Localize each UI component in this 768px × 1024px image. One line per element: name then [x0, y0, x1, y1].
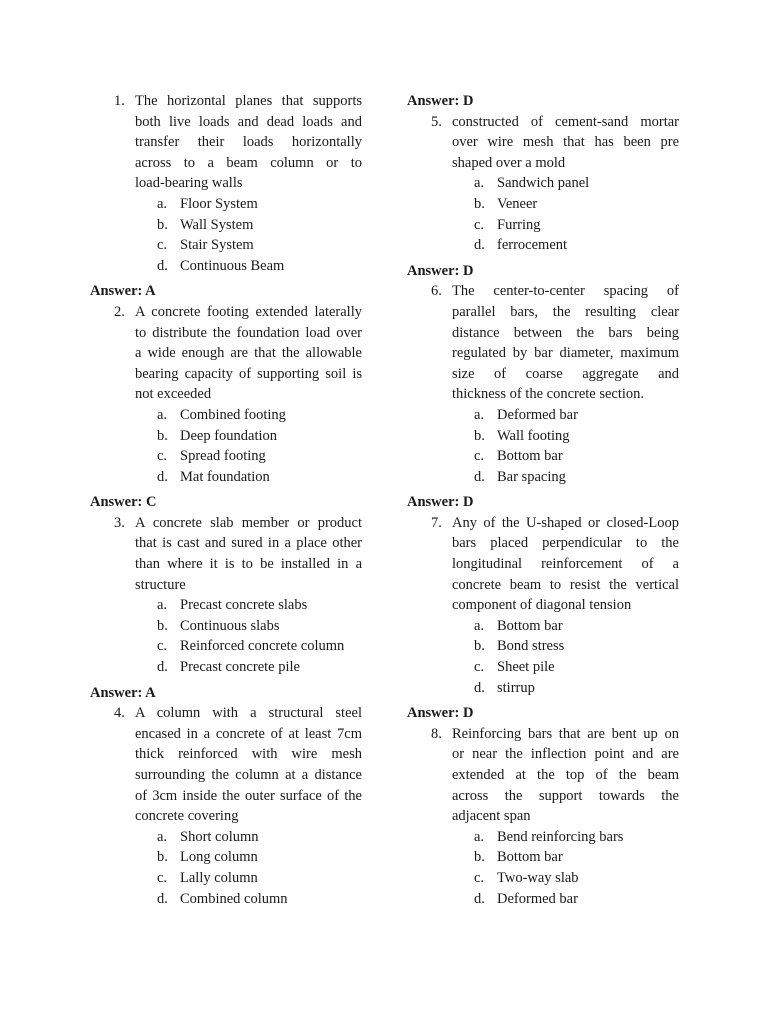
option-item [157, 847, 362, 868]
option-item [157, 868, 362, 889]
option-letter: c. [157, 869, 168, 886]
question-text-line: bearing capacity of supporting soil is [135, 365, 362, 382]
option-letter: d. [474, 237, 485, 254]
question-text-line: shaped over a mold [452, 154, 566, 171]
option-text: Continuous Beam [180, 257, 285, 274]
question-text-line: transfer their loads horizontally [135, 134, 362, 151]
option-letter: c. [157, 638, 168, 655]
right-column [407, 91, 678, 909]
option-item [157, 657, 362, 678]
question-text-line: across to a beam column or to [135, 154, 362, 171]
question-text-line: than where it is to be installed in a [135, 556, 362, 573]
question-block [90, 683, 362, 910]
answer-key: Answer: C [90, 494, 157, 511]
question-text-line: that is cast and sured in a place other [135, 535, 362, 552]
option-letter: c. [474, 659, 485, 676]
question-number: 4. [114, 705, 125, 722]
question-text [452, 112, 679, 174]
question-text-line: regulated by bar diameter, maximum [452, 345, 679, 362]
option-text: Two-way slab [497, 869, 579, 886]
option-text: Combined column [180, 890, 288, 907]
question-text-line: parallel bars, the resulting clear [452, 303, 679, 320]
question-text-line: The horizontal planes that supports [135, 93, 362, 109]
option-letter: d. [157, 659, 168, 676]
question-block [407, 91, 678, 256]
option-item [157, 405, 362, 426]
option-letter: b. [474, 638, 485, 655]
question-text-line: across the support towards the [452, 787, 679, 804]
option-item [157, 636, 362, 657]
question-block [90, 91, 362, 276]
option-letter: a. [474, 406, 485, 423]
option-item [474, 446, 678, 467]
question-text-line: thickness of the concrete section. [452, 386, 645, 403]
question-text-line: adjacent span [452, 808, 531, 825]
question-text-line: extended at the top of the beam [452, 767, 679, 783]
option-item [157, 889, 362, 910]
options-list [474, 827, 678, 909]
option-text: Long column [180, 849, 258, 866]
question-text [452, 724, 679, 827]
option-item [474, 868, 678, 889]
question-text-line: size of coarse aggregate and [452, 365, 679, 382]
option-item [474, 889, 678, 910]
option-letter: c. [474, 869, 485, 886]
options-list [474, 173, 678, 255]
question [431, 112, 678, 174]
option-text: Sandwich panel [497, 175, 590, 192]
option-item [474, 467, 678, 488]
option-letter: c. [474, 216, 485, 233]
option-item [157, 215, 362, 236]
question-text-line: A concrete footing extended laterally [135, 303, 362, 320]
option-item [474, 657, 678, 678]
options-list [157, 595, 362, 677]
option-text: Bond stress [497, 638, 565, 655]
option-letter: b. [157, 849, 168, 866]
question-number: 1. [114, 93, 125, 109]
answer-key: Answer: A [90, 684, 156, 701]
option-letter: d. [474, 679, 485, 696]
option-text: Bottom bar [497, 849, 563, 866]
question-text-line: concrete beam to resist the vertical [452, 576, 679, 593]
option-item [474, 847, 678, 868]
option-item [157, 446, 362, 467]
question-text-line: structure [135, 576, 186, 593]
question [114, 703, 362, 827]
answer-key: Answer: A [90, 283, 156, 300]
question-number: 3. [114, 514, 125, 531]
option-text: Furring [497, 216, 541, 233]
option-letter: b. [157, 617, 168, 634]
question-text-line: distance between the bars being [452, 324, 679, 341]
option-item [474, 616, 678, 637]
question-number: 7. [431, 514, 442, 531]
question [431, 724, 678, 827]
question-text-line: longitudinal reinforcement of a [452, 556, 679, 573]
question-text-line: surrounding the column at a distance [135, 767, 362, 783]
option-text: Precast concrete slabs [180, 597, 308, 614]
question-text [135, 513, 362, 595]
answer-key: Answer: D [407, 705, 474, 722]
option-item [157, 426, 362, 447]
option-letter: a. [474, 175, 485, 192]
option-item [474, 827, 678, 848]
question-text-line: constructed of cement-sand mortar [452, 113, 679, 130]
option-letter: c. [157, 448, 168, 465]
question-number: 2. [114, 303, 125, 320]
question-text-line: encased in a concrete of at least 7cm [135, 725, 362, 742]
answer-key: Answer: D [407, 494, 474, 511]
option-letter: b. [474, 849, 485, 866]
option-text: Short column [180, 828, 259, 845]
option-item [157, 467, 362, 488]
question-block [407, 492, 678, 698]
answer-key: Answer: D [407, 262, 474, 279]
option-text: stirrup [497, 679, 535, 696]
option-text: Lally column [180, 869, 258, 886]
question [431, 281, 678, 405]
option-text: ferrocement [497, 237, 568, 254]
question [114, 302, 362, 405]
question-block [407, 261, 678, 488]
option-text: Bar spacing [497, 468, 566, 485]
option-letter: a. [474, 617, 485, 634]
question-number: 8. [431, 725, 442, 742]
left-column [90, 91, 362, 909]
options-list [474, 616, 678, 698]
option-text: Wall footing [497, 427, 570, 444]
option-item [157, 235, 362, 256]
option-text: Mat foundation [180, 468, 270, 485]
option-text: Bend reinforcing bars [497, 828, 624, 845]
option-letter: a. [157, 195, 168, 212]
option-text: Stair System [180, 237, 254, 254]
question-text [452, 513, 679, 616]
option-letter: d. [157, 468, 168, 485]
option-text: Reinforced concrete column [180, 638, 345, 655]
option-text: Bottom bar [497, 448, 563, 465]
option-item [157, 256, 362, 277]
option-letter: d. [474, 468, 485, 485]
option-letter: d. [157, 890, 168, 907]
question-text [452, 281, 679, 405]
question-text-line: of 3cm inside the outer surface of the [135, 787, 362, 804]
option-item [474, 405, 678, 426]
options-list [157, 194, 362, 276]
option-letter: b. [474, 427, 485, 444]
question-text-line: load-bearing walls [135, 175, 243, 192]
option-letter: b. [474, 195, 485, 212]
options-list [474, 405, 678, 487]
option-item [474, 636, 678, 657]
question-text [135, 302, 362, 405]
option-letter: c. [157, 237, 168, 254]
question-text-line: or near the inflection point and are [452, 746, 679, 763]
question-block [407, 703, 678, 909]
option-letter: d. [474, 890, 485, 907]
option-item [474, 235, 678, 256]
option-item [474, 678, 678, 699]
question [114, 513, 362, 595]
answer-key: Answer: D [407, 93, 474, 109]
question-block [90, 492, 362, 677]
question [431, 513, 678, 616]
option-item [474, 426, 678, 447]
option-text: Floor System [180, 195, 258, 212]
option-letter: a. [157, 597, 168, 614]
question-text-line: a wide enough are that the allowable [135, 345, 362, 362]
option-text: Veneer [497, 195, 538, 212]
question-text-line: over wire mesh that has been pre [452, 134, 679, 151]
option-text: Combined footing [180, 406, 286, 423]
option-text: Wall System [180, 216, 254, 233]
option-letter: a. [157, 828, 168, 845]
question-text-line: both live loads and dead loads and [135, 113, 362, 130]
option-text: Precast concrete pile [180, 659, 300, 676]
option-letter: b. [157, 216, 168, 233]
option-text: Bottom bar [497, 617, 563, 634]
option-item [157, 595, 362, 616]
option-letter: c. [474, 448, 485, 465]
question-text [135, 703, 362, 827]
question-text-line: concrete covering [135, 808, 239, 825]
option-item [474, 194, 678, 215]
question-text-line: Reinforcing bars that are bent up on [452, 725, 679, 742]
question-text-line: A column with a structural steel [135, 705, 362, 722]
question-text-line: thick reinforced with wire mesh [135, 746, 362, 763]
question-text-line: not exceeded [135, 386, 212, 403]
question-block [90, 281, 362, 487]
option-item [157, 616, 362, 637]
option-letter: a. [157, 406, 168, 423]
question-text-line: bars placed perpendicular to the [452, 535, 679, 552]
question-number: 5. [431, 113, 442, 130]
question-text-line: The center-to-center spacing of [452, 283, 679, 300]
option-letter: d. [157, 257, 168, 274]
option-item [474, 215, 678, 236]
option-text: Deformed bar [497, 890, 578, 907]
option-item [157, 827, 362, 848]
question [114, 91, 362, 194]
question-text [135, 91, 362, 194]
option-letter: b. [157, 427, 168, 444]
question-text-line: to distribute the foundation load over [135, 324, 362, 341]
question-number: 6. [431, 283, 442, 300]
question-text-line: component of diagonal tension [452, 597, 632, 614]
options-list [157, 827, 362, 909]
option-text: Continuous slabs [180, 617, 280, 634]
option-text: Sheet pile [497, 659, 555, 676]
option-text: Deformed bar [497, 406, 578, 423]
option-item [474, 173, 678, 194]
option-text: Deep foundation [180, 427, 278, 444]
option-letter: a. [474, 828, 485, 845]
options-list [157, 405, 362, 487]
question-text-line: A concrete slab member or product [135, 514, 362, 531]
question-text-line: Any of the U-shaped or closed-Loop [452, 514, 679, 531]
option-text: Spread footing [180, 448, 266, 465]
option-item [157, 194, 362, 215]
